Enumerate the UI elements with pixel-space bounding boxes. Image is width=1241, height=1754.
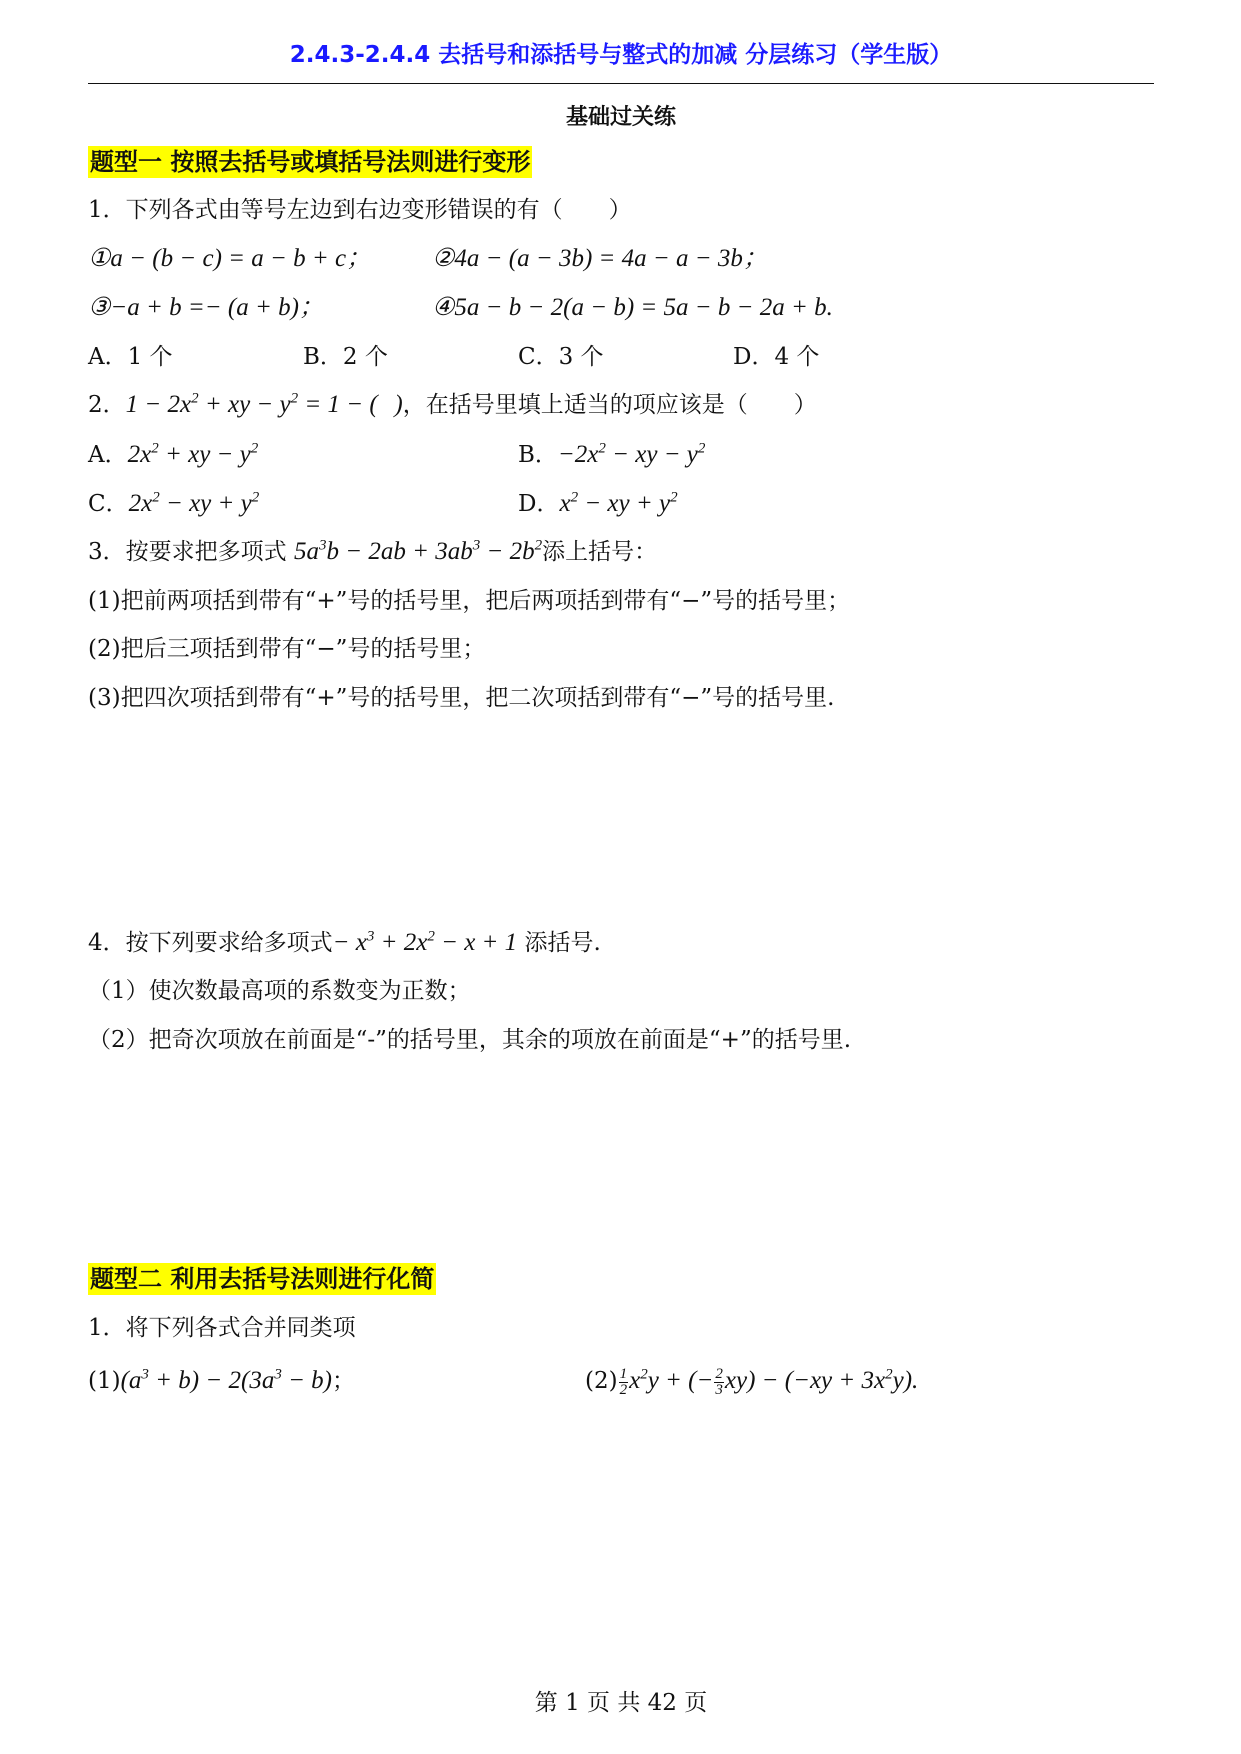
q2-expression: $1 - 2x^2$ + xy − $y^2 = 1$ − ( ) bbox=[125, 390, 403, 418]
q1-option-a: A．1 个 bbox=[88, 344, 173, 370]
q2-stem-suffix: ，在括号里填上适当的项应该是（ ） bbox=[402, 392, 817, 418]
q5-part1 bbox=[88, 1366, 355, 1396]
document-header-title bbox=[88, 36, 1154, 69]
q2-option-b bbox=[518, 440, 705, 470]
type2-heading bbox=[88, 1262, 436, 1296]
q5-part1-expr: $(a^3 + b) - 2(3a^3 - b)$ bbox=[120, 1366, 333, 1394]
q2-stem-prefix: 2． bbox=[88, 392, 126, 418]
page-footer: 第 1 页 共 42 页 bbox=[534, 1690, 708, 1716]
section-title: 基础过关练 bbox=[565, 105, 676, 130]
fraction-two-thirds: $\frac{2}{3}$ bbox=[715, 1365, 723, 1398]
q1-option-c: C．3 个 bbox=[518, 344, 604, 370]
header-rule bbox=[88, 83, 1154, 84]
q2-option-c-expr: $2x^2$ − xy + $y^2$ bbox=[128, 489, 260, 517]
q2-option-c-label: C． bbox=[88, 491, 129, 517]
q3-polynomial: $5a^3b - 2ab + 3ab^3 - 2b^2$ bbox=[293, 537, 543, 565]
q1-item1: ①a − (b − c) = a − b + c； bbox=[88, 245, 372, 272]
type1-heading bbox=[88, 145, 532, 179]
q5-part2 bbox=[585, 1366, 918, 1398]
fraction-one-half: $\frac{1}{2}$ bbox=[619, 1365, 628, 1398]
q4-stem-suffix: 添括号. bbox=[517, 930, 601, 956]
q2-option-b-expr: $-2x^2$ − xy − $y^2$ bbox=[557, 440, 706, 468]
q3-part2: (2)把后三项括到带有“−”号的括号里； bbox=[88, 636, 486, 662]
q1-item2: ②4a − (a − 3b) = 4a − a − 3b； bbox=[432, 245, 768, 272]
q5-part1-end: ； bbox=[332, 1368, 356, 1394]
q5-part1-label: (1) bbox=[88, 1368, 121, 1394]
q4-part1: （1）使次数最高项的系数变为正数； bbox=[88, 978, 471, 1004]
type2-label: 题型二 利用去括号法则进行化简 bbox=[90, 1265, 435, 1293]
q3-stem-prefix: 3．按要求把多项式 bbox=[88, 539, 294, 565]
q3-stem-suffix: 添上括号： bbox=[542, 539, 658, 565]
q1-item3: ③−a + b =− (a + b)； bbox=[88, 294, 324, 321]
q2-stem bbox=[88, 390, 817, 420]
q4-polynomial: − $x^3 + 2x^2 - x + 1$ bbox=[332, 928, 518, 956]
header-title-text: 2.4.3-2.4.4 去括号和添括号与整式的加减 分层练习（学生版） bbox=[289, 42, 953, 68]
q2-option-d-label: D． bbox=[518, 491, 560, 517]
q2-option-a bbox=[88, 440, 258, 470]
q1-item4: ④5a − b − 2(a − b) = 5a − b − 2a + b. bbox=[432, 294, 833, 321]
q2-option-a-expr: $2x^2$ + xy − $y^2$ bbox=[127, 440, 259, 468]
q1-option-d: D．4 个 bbox=[733, 344, 820, 370]
q2-option-d bbox=[518, 489, 678, 519]
q3-part3: (3)把四次项括到带有“+”号的括号里，把二次项括到带有“−”号的括号里. bbox=[88, 685, 835, 711]
q5-part2-label: (2) bbox=[585, 1368, 618, 1394]
q1-option-b: B．2 个 bbox=[303, 344, 388, 370]
q2-option-c bbox=[88, 489, 259, 519]
type1-label: 题型一 按照去括号或填括号法则进行变形 bbox=[90, 148, 531, 176]
q4-part2: （2）把奇次项放在前面是“-”的括号里，其余的项放在前面是“+”的括号里. bbox=[88, 1027, 852, 1053]
q2-option-b-label: B． bbox=[518, 442, 558, 468]
q4-stem-prefix: 4．按下列要求给多项式 bbox=[88, 930, 333, 956]
q1-stem: 1．下列各式由等号左边到右边变形错误的有（ ） bbox=[88, 197, 632, 223]
q5-stem: 1．将下列各式合并同类项 bbox=[88, 1315, 356, 1341]
q5-part2-expr: $\frac{1}{2}$ $x^2y$ + (− $\frac{2}{3}$ $xy) - (-xy + 3x^2y)$. bbox=[619, 1365, 919, 1398]
q3-stem bbox=[88, 537, 657, 567]
q3-part1: (1)把前两项括到带有“+”号的括号里，把后两项括到带有“−”号的括号里； bbox=[88, 588, 851, 614]
q2-option-d-expr: $x^2$ − xy + $y^2$ bbox=[559, 489, 678, 517]
q4-stem bbox=[88, 928, 601, 958]
q2-option-a-label: A． bbox=[88, 442, 128, 468]
